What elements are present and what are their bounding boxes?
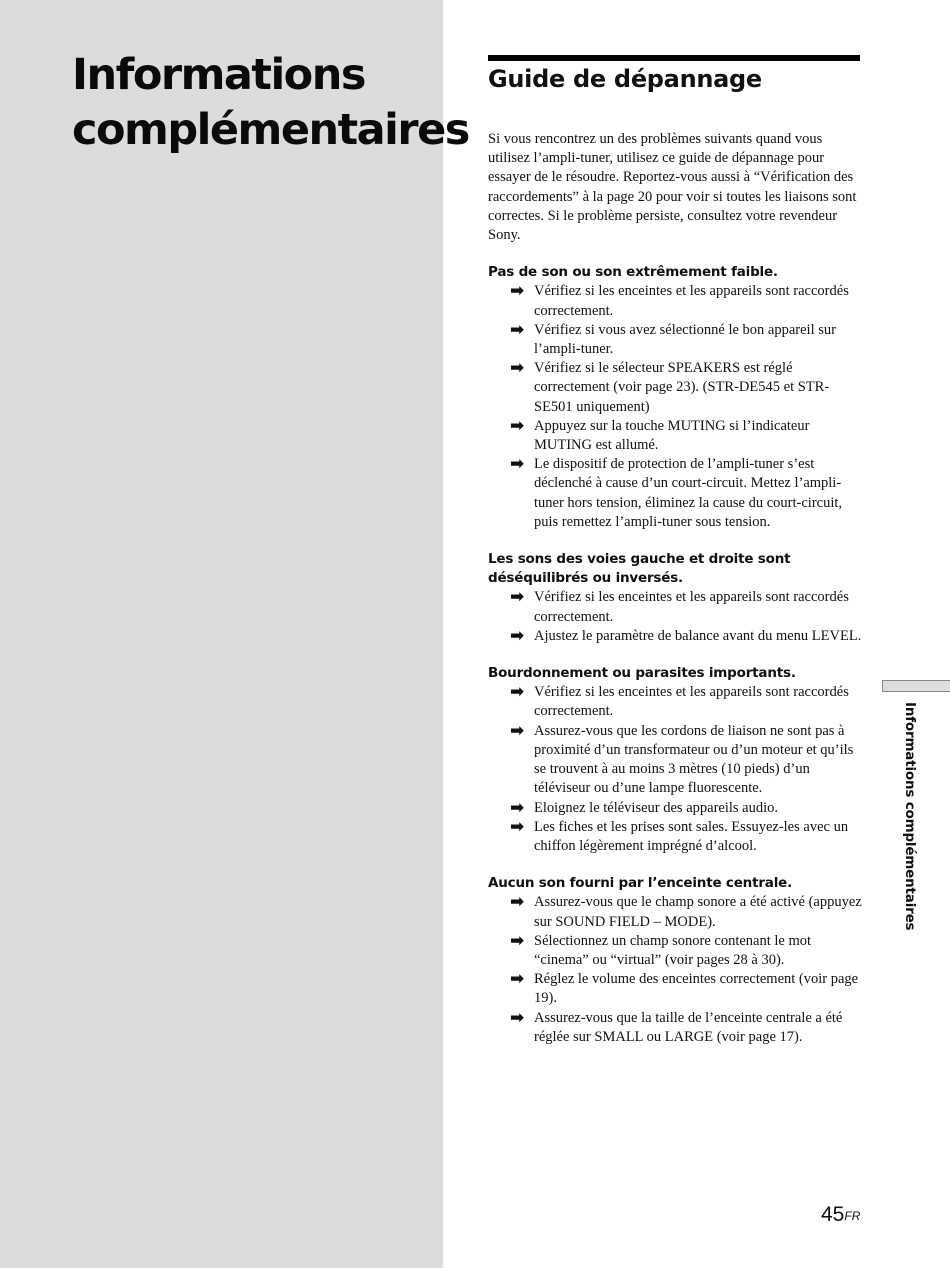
fix-item bbox=[488, 588, 862, 626]
fix-text: Sélectionnez un champ sonore contenant le mot “cinema” ou “virtual” (voir pages 28 à 30). bbox=[534, 932, 812, 968]
fix-item bbox=[488, 282, 862, 320]
fix-text: Assurez-vous que le champ sonore a été activé (appuyez sur SOUND FIELD – MODE). bbox=[534, 894, 862, 930]
arrow-icon: ➡ bbox=[510, 797, 525, 818]
fix-text: Vérifiez si les enceintes et les appareils sont raccordés correctement. bbox=[534, 283, 849, 319]
section-rule bbox=[488, 55, 860, 61]
fix-item bbox=[488, 417, 862, 455]
side-tab-label: Informations complémentaires bbox=[902, 702, 918, 931]
page-number-value: 45 bbox=[821, 1203, 845, 1226]
arrow-icon: ➡ bbox=[510, 319, 525, 340]
fix-text: Ajustez le paramètre de balance avant du menu LEVEL. bbox=[534, 627, 862, 644]
problem-section bbox=[488, 874, 862, 1047]
fix-text: Appuyez sur la touche MUTING si l’indicateur MUTING est allumé. bbox=[534, 417, 810, 454]
problem-heading: Bourdonnement ou parasites importants. bbox=[488, 665, 796, 682]
problem-section bbox=[488, 550, 862, 646]
left-panel bbox=[0, 0, 469, 1268]
fix-item bbox=[488, 1009, 862, 1047]
fix-list bbox=[488, 893, 862, 1047]
fix-text: Vérifiez si les enceintes et les appareils sont raccordés correctement. bbox=[534, 589, 849, 625]
fix-item bbox=[488, 799, 862, 818]
fix-text: Assurez-vous que la taille de l’enceinte centrale a été réglée sur SMALL ou LARGE (voir page 17). bbox=[534, 1009, 843, 1045]
fix-item bbox=[488, 722, 862, 799]
fix-text: Assurez-vous que les cordons de liaison ne sont pas à proximité d’un transformateur ou d’un moteur et qu’ils se trouvent à au moins 3 mètres (10 pieds) d’un téléviseur ou d’une lampe fluorescente. bbox=[534, 722, 854, 797]
problem-heading: Aucun son fourni par l’enceinte centrale. bbox=[488, 875, 793, 892]
section-title: Guide de dépannage bbox=[488, 65, 762, 93]
fix-text: Vérifiez si le sélecteur SPEAKERS est réglé correctement (voir page 23). (STR-DE545 et STR-SE501 uniquement) bbox=[534, 360, 830, 415]
fix-item bbox=[488, 359, 862, 417]
chapter-title: Informations complémentaires bbox=[72, 50, 469, 155]
arrow-icon: ➡ bbox=[510, 816, 525, 837]
fix-text: Vérifiez si les enceintes et les appareils sont raccordés correctement. bbox=[534, 684, 849, 720]
fix-item bbox=[488, 627, 862, 646]
fix-item bbox=[488, 321, 862, 359]
arrow-icon: ➡ bbox=[510, 454, 525, 475]
problem-heading: Pas de son ou son extrêmement faible. bbox=[488, 264, 778, 281]
fix-text: Réglez le volume des enceintes correctement (voir page 19). bbox=[534, 971, 859, 1007]
fix-text: Les fiches et les prises sont sales. Essuyez-les avec un chiffon légèrement imprégné d’alcool. bbox=[534, 818, 849, 854]
fix-item bbox=[488, 818, 862, 856]
fix-item bbox=[488, 455, 862, 532]
fix-text: Le dispositif de protection de l’ampli-tuner s’est déclenché à cause d’un court-circuit. Mettez l’ampli-tuner hors tension, éliminez la cause du court-circuit, puis remettez l’ampli-tuner sous tension. bbox=[534, 456, 843, 530]
arrow-icon: ➡ bbox=[510, 720, 525, 741]
arrow-icon: ➡ bbox=[510, 1007, 525, 1028]
arrow-icon: ➡ bbox=[510, 892, 525, 913]
fix-item bbox=[488, 683, 862, 721]
fix-item bbox=[488, 932, 862, 970]
fix-item bbox=[488, 893, 862, 931]
intro-paragraph: Si vous rencontrez un des problèmes suivants quand vous utilisez l’ampli-tuner, utilisez ce guide de dépannage pour essayer de le résoudre. Reportez-vous aussi à “Vérification des raccordements” à la page 20 pour voir si toutes les liaisons sont correctes. Si le problème persiste, consultez votre revendeur Sony. bbox=[488, 131, 857, 244]
arrow-icon: ➡ bbox=[510, 625, 525, 646]
arrow-icon: ➡ bbox=[510, 281, 525, 302]
arrow-icon: ➡ bbox=[510, 415, 525, 436]
fix-list bbox=[488, 282, 862, 532]
arrow-icon: ➡ bbox=[510, 969, 525, 990]
page-number-suffix: FR bbox=[844, 1209, 861, 1223]
arrow-icon: ➡ bbox=[510, 358, 525, 379]
fix-text: Vérifiez si vous avez sélectionné le bon appareil sur l’ampli-tuner. bbox=[534, 321, 836, 358]
arrow-icon: ➡ bbox=[510, 587, 525, 608]
fix-text: Eloignez le téléviseur des appareils audio. bbox=[534, 799, 778, 816]
fix-list bbox=[488, 683, 862, 856]
page-number bbox=[821, 1201, 860, 1229]
fix-item bbox=[488, 970, 862, 1008]
fix-list bbox=[488, 588, 862, 646]
problem-heading: Les sons des voies gauche et droite sont déséquilibrés ou inversés. bbox=[488, 551, 791, 587]
arrow-icon: ➡ bbox=[510, 930, 525, 951]
side-tab-marker bbox=[882, 680, 950, 692]
problem-section bbox=[488, 664, 862, 856]
troubleshooting-content bbox=[488, 130, 862, 1047]
problem-section bbox=[488, 263, 862, 532]
arrow-icon: ➡ bbox=[510, 682, 525, 703]
